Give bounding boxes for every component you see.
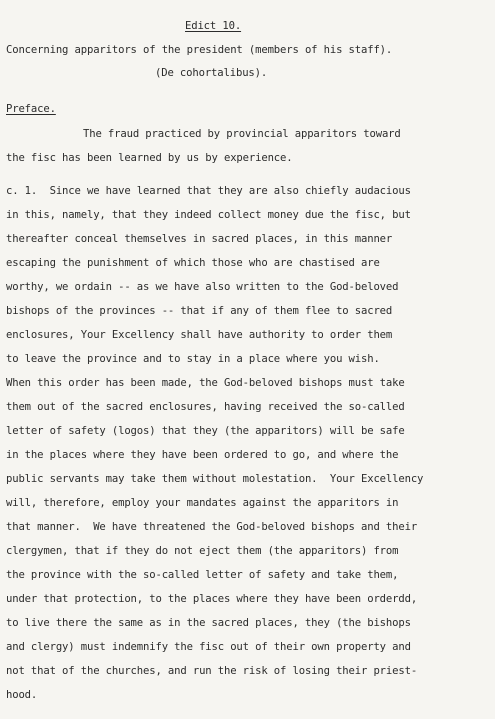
body-line: worthy, we ordain -- as we have also written to the God-beloved: [6, 281, 399, 293]
body-line: to live there the same as in the sacred places, they (the bishops: [6, 617, 411, 629]
body-line: When this order has been made, the God-beloved bishops must take: [6, 377, 405, 389]
body-line: and clergy) must indemnify the fisc out of their own property and: [6, 641, 411, 653]
body-line: not that of the churches, and run the risk of losing their priest-: [6, 665, 418, 677]
preface-line-1: The fraud practiced by provincial apparitors toward: [83, 128, 401, 140]
body-line: that manner. We have threatened the God-beloved bishops and their: [6, 521, 418, 533]
body-line: bishops of the provinces -- that if any of them flee to sacred: [6, 305, 393, 317]
body-line: escaping the punishment of which those who are chastised are: [6, 257, 380, 269]
edict-title: Edict 10.: [185, 20, 242, 32]
preface-line-2: the fisc has been learned by us by experience.: [6, 152, 293, 164]
body-line: under that protection, to the places where they have been orderdd,: [6, 593, 418, 605]
body-line: in this, namely, that they indeed collect money due the fisc, but: [6, 209, 411, 221]
body-line: public servants may take them without molestation. Your Excellency: [6, 473, 424, 485]
body-line: enclosures, Your Excellency shall have authority to order them: [6, 329, 393, 341]
body-line: clergymen, that if they do not eject them (the apparitors) from: [6, 545, 399, 557]
preface-heading: Preface.: [6, 103, 56, 115]
body-line: hood.: [6, 689, 38, 701]
body-line: thereafter conceal themselves in sacred places, in this manner: [6, 233, 393, 245]
body-line: the province with the so-called letter of safety and take them,: [6, 569, 399, 581]
body-line: to leave the province and to stay in a place where you wish.: [6, 353, 380, 365]
edict-subtitle-line-2: (De cohortalibus).: [155, 67, 268, 79]
body-line: letter of safety (logos) that they (the apparitors) will be safe: [6, 425, 405, 437]
edict-subtitle-line-1: Concerning apparitors of the president (members of his staff).: [6, 44, 393, 56]
body-line: in the places where they have been ordered to go, and where the: [6, 449, 399, 461]
body-line: them out of the sacred enclosures, having received the so-called: [6, 401, 405, 413]
body-line: c. 1. Since we have learned that they are also chiefly audacious: [6, 185, 411, 197]
body-line: will, therefore, employ your mandates against the apparitors in: [6, 497, 399, 509]
